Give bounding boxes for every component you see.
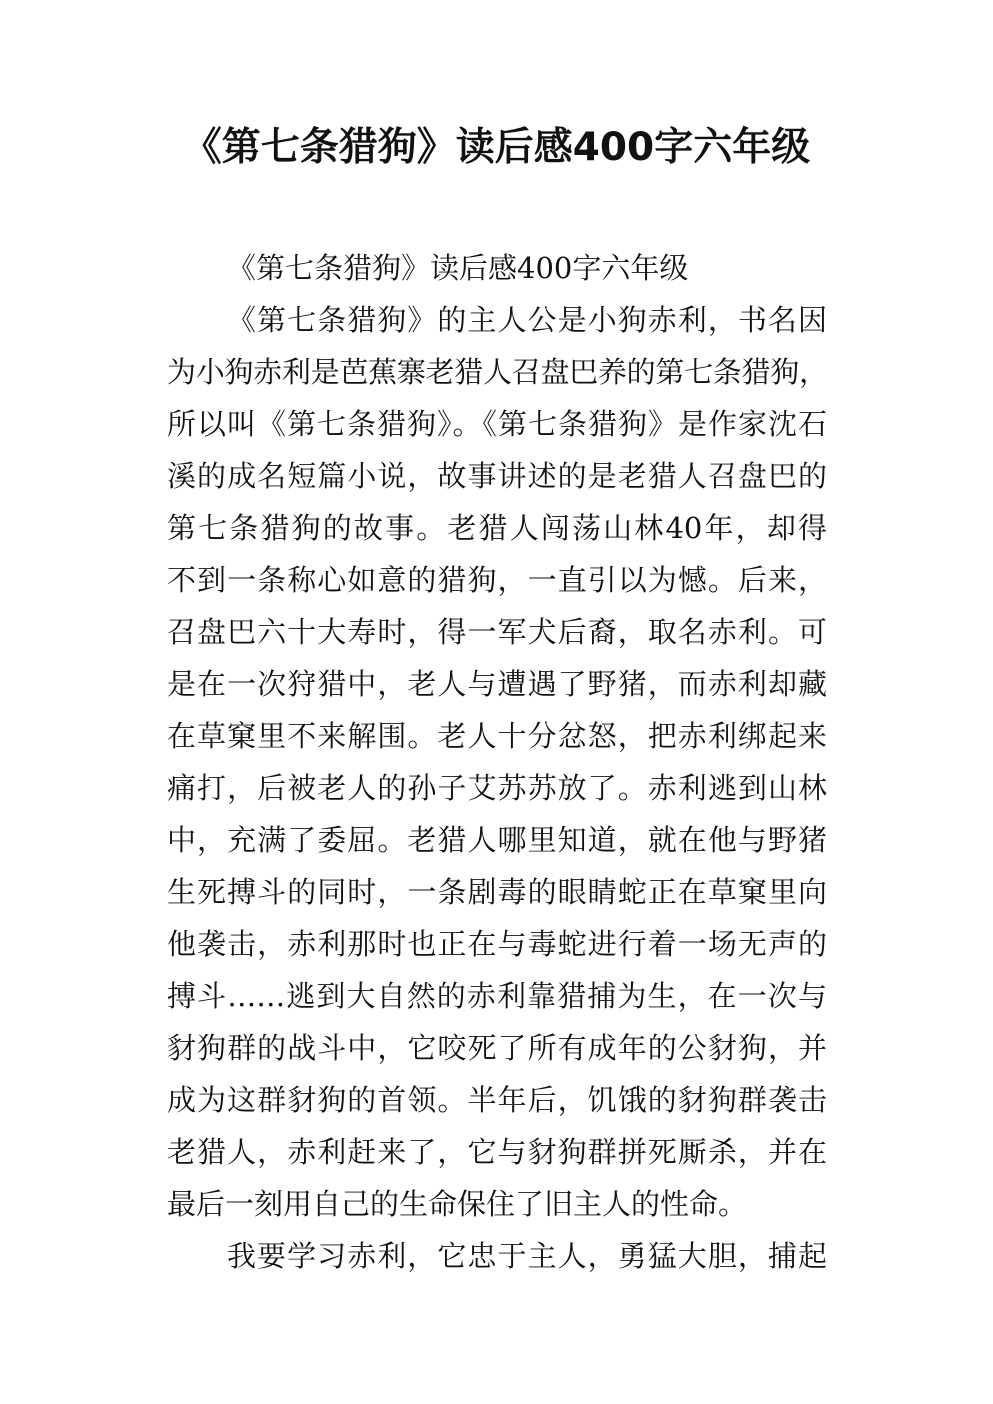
text-line: 我要学习赤利，它忠于主人，勇猛大胆，捕起 [227,1239,827,1273]
text-line: 痛打，后被老人的孙子艾苏苏放了。赤利逃到山林 [167,771,827,805]
document-title: 《第七条猎狗》读后感400字六年级 [182,125,811,170]
text-line: 在草窠里不来解围。老人十分忿怒，把赤利绑起来 [167,719,827,753]
text-line: 生死搏斗的同时，一条剧毒的眼睛蛇正在草窠里向 [167,875,827,909]
text-line: 为小狗赤利是芭蕉寨老猎人召盘巴养的第七条猎狗， [167,355,827,389]
text-line: 是在一次狩猎中，老人与遭遇了野猪，而赤利却藏 [167,667,827,701]
text-line: 第七条猎狗的故事。老猎人闯荡山林40年，却得 [167,511,827,545]
text-line: 豺狗群的战斗中，它咬死了所有成年的公豺狗，并 [167,1031,827,1065]
text-line: 召盘巴六十大寿时，得一军犬后裔，取名赤利。可 [167,615,827,649]
text-line: 不到一条称心如意的猎狗，一直引以为憾。后来， [167,563,827,597]
text-line: 《第七条猎狗》的主人公是小狗赤利，书名因 [227,303,827,337]
text-line: 他袭击，赤利那时也正在与毒蛇进行着一场无声的 [167,927,827,961]
text-line: 成为这群豺狗的首领。半年后，饥饿的豺狗群袭击 [167,1083,827,1117]
document-body [167,242,827,1282]
text-line: 老猎人，赤利赶来了，它与豺狗群拼死厮杀，并在 [167,1135,827,1169]
subtitle-line: 《第七条猎狗》读后感400字六年级 [227,251,689,285]
text-line: 所以叫《第七条猎狗》。《第七条猎狗》是作家沈石 [167,407,827,441]
text-line: 搏斗……逃到大自然的赤利靠猎捕为生，在一次与 [167,979,827,1013]
text-line: 中，充满了委屈。老猎人哪里知道，就在他与野猪 [167,823,827,857]
text-line: 最后一刻用自己的生命保住了旧主人的性命。 [167,1187,748,1221]
text-line: 溪的成名短篇小说，故事讲述的是老猎人召盘巴的 [167,459,827,493]
